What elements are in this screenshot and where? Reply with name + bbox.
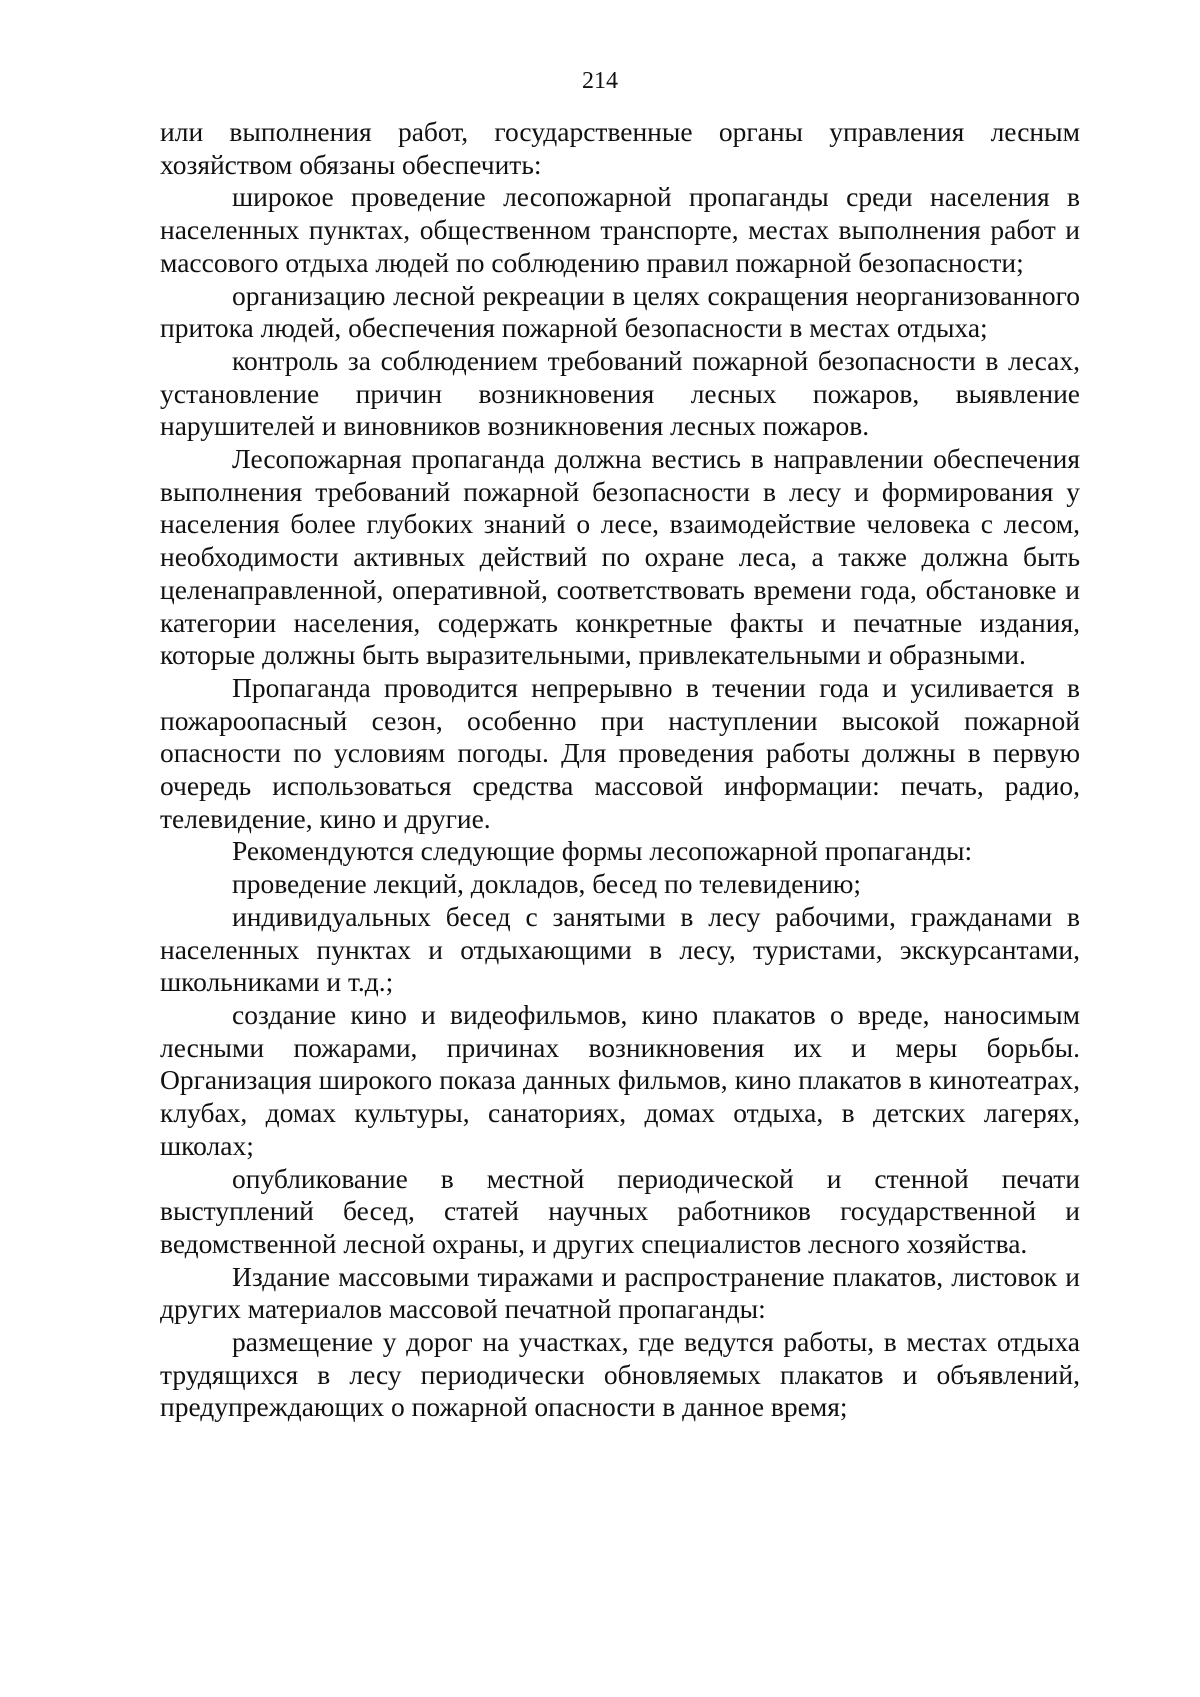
document-body: [160, 116, 1080, 1424]
paragraph: опубликование в местной периодической и стенной печати выступлений бесед, статей научных работников государственной и ведомственной лесной охраны, и других специалистов лесного хозяйства.: [160, 1162, 1080, 1259]
paragraph: Лесопожарная пропаганда должна вестись в направлении обеспечения выполнения требований пожарной безопасности в лесу и формирования у населения более глубоких знаний о лесе, взаимодействие человека с лесом, необходимости активных действий по охране леса, а также должна быть целенаправленной, оперативной, соответствовать времени года, обстановке и категории населения, содержать конкретные факты и печатные издания, которые должны быть выразительными, привлекательными и образными.: [160, 443, 1080, 671]
paragraph: организацию лесной рекреации в целях сокращения неорганизованного притока людей, обеспечения пожарной безопасности в местах отдыха;: [160, 279, 1080, 344]
paragraph: контроль за соблюдением требований пожарной безопасности в лесах, установление причин возникновения лесных пожаров, выявление нарушителей и виновников возникновения лесных пожаров.: [160, 344, 1080, 442]
page-number: 214: [582, 68, 618, 94]
paragraph: широкое проведение лесопожарной пропаганды среди населения в населенных пунктах, общественном транспорте, местах выполнения работ и массового отдыха людей по соблюдению правил пожарной безопасности;: [160, 181, 1080, 278]
paragraph: создание кино и видеофильмов, кино плакатов о вреде, наносимым лесными пожарами, причинах возникновения их и меры борьбы. Организация широкого показа данных фильмов, кино плакатов в кинотеатрах, клубах, домах культуры, санаториях, домах отдыха, в детских лагерях, школах;: [160, 998, 1080, 1161]
paragraph: размещение у дорог на участках, где ведутся работы, в местах отдыха трудящихся в лесу периодически обновляемых плакатов и объявлений, предупреждающих о пожарной опасности в данное время;: [160, 1326, 1080, 1423]
paragraph-continuation: или выполнения работ, государственные органы управления лесным хозяйством обязаны обеспечить:: [160, 116, 1080, 180]
paragraph: Пропаганда проводится непрерывно в течении года и усиливается в пожароопасный сезон, особенно при наступлении высокой пожарной опасности по условиям погоды. Для проведения работы должны в первую очередь использоваться средства массовой информации: печать, радио, телевидение, кино и другие.: [160, 671, 1080, 834]
paragraph: индивидуальных бесед с занятыми в лесу рабочими, гражданами в населенных пунктах и отдыхающими в лесу, туристами, экскурсантами, школьниками и т.д.;: [160, 900, 1080, 998]
paragraph: проведение лекций, докладов, бесед по телевидению;: [232, 868, 862, 900]
paragraph: Издание массовыми тиражами и распространение плакатов, листовок и других материалов массовой печатной пропаганды:: [160, 1260, 1080, 1325]
paragraph: Рекомендуются следующие формы лесопожарной пропаганды:: [232, 835, 973, 867]
